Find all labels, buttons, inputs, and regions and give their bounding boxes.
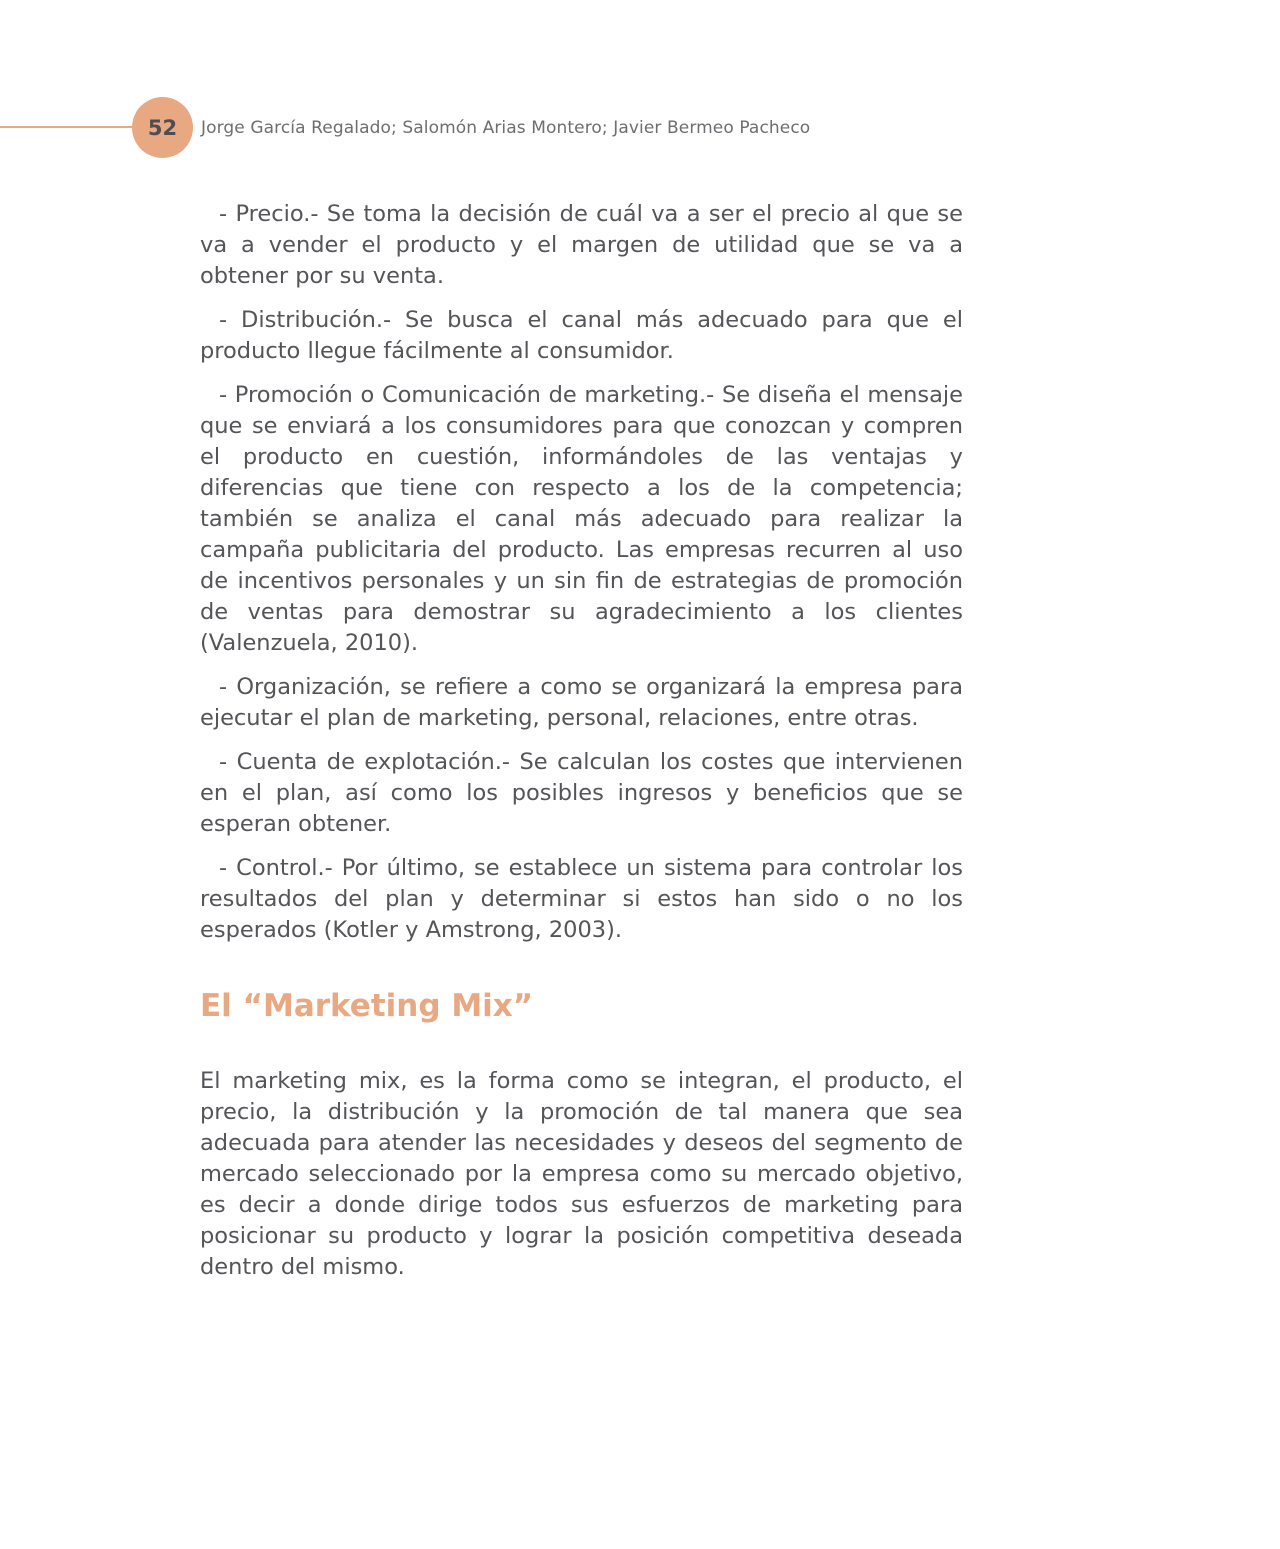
list-item-organizacion: - Organización, se refiere a como se organizará la empresa para ejecutar el plan de marketing, personal, relaciones, entre otras.	[200, 674, 963, 731]
list-item-distribucion: - Distribución.- Se busca el canal más adecuado para que el producto llegue fácilmente al consumidor.	[200, 307, 963, 364]
header-rule	[0, 126, 140, 128]
page-number-badge	[132, 97, 193, 158]
running-head-authors: Jorge García Regalado; Salomón Arias Montero; Javier Bermeo Pacheco	[201, 118, 811, 138]
page-number: 52	[147, 115, 178, 140]
list-item-promocion: - Promoción o Comunicación de marketing.- Se diseña el mensaje que se enviará a los consumidores para que conozcan y compren el producto en cuestión, informándoles de las ventajas y diferencias que tiene con respecto a los de la competencia; también se analiza el canal más adecuado para realizar la campaña publicitaria del producto. Las empresas recurren al uso de incentivos personales y un sin fin de estrategias de promoción de ventas para demostrar su agradecimiento a los clientes (Valenzuela, 2010).	[200, 382, 963, 656]
list-item-cuenta-explotacion: - Cuenta de explotación.- Se calculan los costes que intervienen en el plan, así como los posibles ingresos y beneficios que se esperan obtener.	[200, 749, 963, 837]
section-heading: El “Marketing Mix”	[200, 988, 534, 1024]
list-item-control: - Control.- Por último, se establece un sistema para controlar los resultados del plan y determinar si estos han sido o no los esperados (Kotler y Amstrong, 2003).	[200, 855, 963, 943]
section-paragraph: El marketing mix, es la forma como se integran, el producto, el precio, la distribución y la promoción de tal manera que sea adecuada para atender las necesidades y deseos del segmento de mercado seleccionado por la empresa como su mercado objetivo, es decir a donde dirige todos sus esfuerzos de marketing para posicionar su producto y lograr la posición competitiva deseada dentro del mismo.	[200, 1068, 963, 1280]
page-body	[200, 199, 963, 1283]
list-item-precio: - Precio.- Se toma la decisión de cuál va a ser el precio al que se va a vender el producto y el margen de utilidad que se va a obtener por su venta.	[200, 201, 963, 289]
